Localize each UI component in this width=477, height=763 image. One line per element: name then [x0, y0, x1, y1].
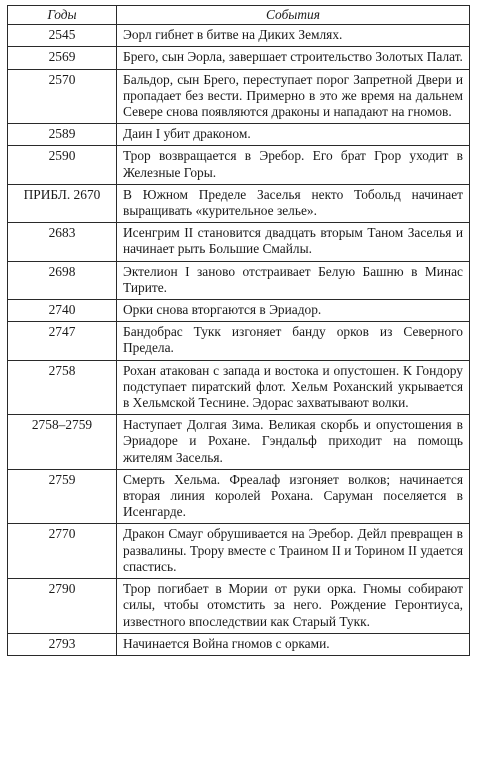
event-cell: Дракон Смауг обрушивается на Эребор. Дейл превращен в развалины. Трору вместе с Траином II и Торином II удается спастись. — [117, 524, 470, 579]
year-cell: 2683 — [8, 223, 117, 261]
year-cell: 2740 — [8, 300, 117, 322]
table-row — [8, 322, 470, 360]
table-header-row — [8, 6, 470, 25]
table-row — [8, 469, 470, 524]
table-row — [8, 261, 470, 299]
year-cell: 2793 — [8, 633, 117, 655]
year-cell: 2758–2759 — [8, 415, 117, 470]
year-cell: 2698 — [8, 261, 117, 299]
event-cell: Эорл гибнет в битве на Диких Землях. — [117, 25, 470, 47]
year-cell: 2759 — [8, 469, 117, 524]
table-row — [8, 579, 470, 634]
table-row — [8, 69, 470, 124]
table-row — [8, 633, 470, 655]
table-row — [8, 524, 470, 579]
event-cell: Трор возвращается в Эребор. Его брат Грор уходит в Железные Горы. — [117, 146, 470, 184]
table-row — [8, 223, 470, 261]
table-row — [8, 184, 470, 222]
event-cell: Эктелион I заново отстраивает Белую Башню в Минас Тирите. — [117, 261, 470, 299]
year-cell: 2545 — [8, 25, 117, 47]
event-cell: В Южном Пределе Заселья некто Тобольд начинает выращивать «курительное зелье». — [117, 184, 470, 222]
year-cell: 2770 — [8, 524, 117, 579]
year-cell: 2590 — [8, 146, 117, 184]
year-cell: 2747 — [8, 322, 117, 360]
year-cell: 2589 — [8, 124, 117, 146]
event-cell: Трор погибает в Мории от руки орка. Гномы собирают силы, чтобы отомстить за него. Рождение Геронтиуса, известного впоследствии как Старый Тукк. — [117, 579, 470, 634]
event-cell: Начинается Война гномов с орками. — [117, 633, 470, 655]
year-cell: 2569 — [8, 47, 117, 69]
event-cell: Бальдор, сын Брего, переступает порог Запретной Двери и пропадает без вести. Примерно в это же время на дальнем Севере снова появляются драконы и нападают на гномов. — [117, 69, 470, 124]
year-cell: ПРИБЛ. 2670 — [8, 184, 117, 222]
event-cell: Наступает Долгая Зима. Великая скорбь и опустошения в Эриадоре и Рохане. Гэндальф приходит на помощь жителям Заселья. — [117, 415, 470, 470]
event-cell: Рохан атакован с запада и востока и опустошен. К Гондору подступает пиратский флот. Хельм Роханский укрывается в Хельмской Теснине. Эдорас захватывают волки. — [117, 360, 470, 415]
table-row — [8, 300, 470, 322]
event-cell: Даин I убит драконом. — [117, 124, 470, 146]
table-row — [8, 360, 470, 415]
table-row — [8, 124, 470, 146]
column-header-events: События — [117, 6, 470, 25]
year-cell: 2790 — [8, 579, 117, 634]
event-cell: Исенгрим II становится двадцать вторым Таном Заселья и начинает рыть Большие Смайлы. — [117, 223, 470, 261]
column-header-years: Годы — [8, 6, 117, 25]
table-row — [8, 25, 470, 47]
event-cell: Смерть Хельма. Фреалаф изгоняет волков; начинается вторая линия королей Рохана. Саруман поселяется в Исенгарде. — [117, 469, 470, 524]
event-cell: Бандобрас Тукк изгоняет банду орков из Северного Предела. — [117, 322, 470, 360]
table-row — [8, 415, 470, 470]
event-cell: Брего, сын Эорла, завершает строительство Золотых Палат. — [117, 47, 470, 69]
year-cell: 2758 — [8, 360, 117, 415]
year-cell: 2570 — [8, 69, 117, 124]
table-row — [8, 47, 470, 69]
event-cell: Орки снова вторгаются в Эриадор. — [117, 300, 470, 322]
table-row — [8, 146, 470, 184]
chronology-table — [7, 5, 470, 656]
